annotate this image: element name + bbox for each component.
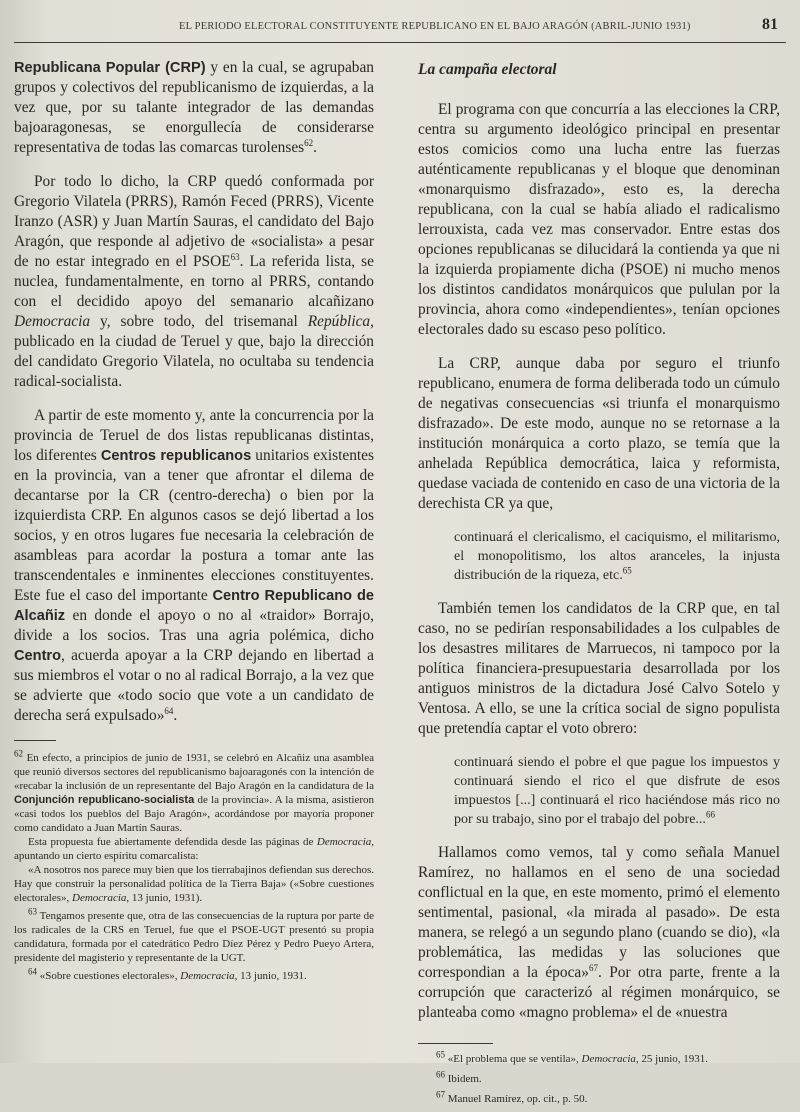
- footnote-64: [14, 966, 374, 983]
- footnote-number: 65: [436, 1049, 445, 1060]
- bold-term: Centro Republicano de Alcañiz: [14, 588, 375, 624]
- text: «El problema que se ventila»,: [447, 1053, 582, 1065]
- text: «Sobre cuestiones electorales»,: [39, 970, 181, 982]
- text: y en la cual, se agrupaban grupos y colectivos del republicanismo de izquierdas, a la vez que, por su talante integrador de las demandas bajoaragonesas, se enorgullecía de considerarse representativa de todas las comarcas turolenses: [14, 59, 374, 156]
- footnote-ref: 62: [304, 137, 314, 148]
- block-quote: [418, 528, 780, 585]
- text: Tengamos presente que, otra de las consecuencias de la ruptura por parte de los radicales de la CRS en Teruel, fue que el PSOE-UGT presentó su propia candidatura, formada por el catedrático Pedro Díez Pérez y Pedro Pueyo Artera, presidente del magisterio y representante de la UGT.: [14, 910, 375, 964]
- text: En efecto, a principios de junio de 1931, se celebró en Alcañiz una asamblea que reunió diversos sectores del republicanismo bajoaragonés con la intención de «recabar la inclusión de un representante del Bajo Aragón en la candidatura de la: [14, 752, 374, 792]
- text: Ibidem.: [447, 1073, 482, 1085]
- footnote-67: [436, 1089, 780, 1106]
- paragraph: También temen los candidatos de la CRP que, en tal caso, no se pedirían responsabilidades a los culpables de los desastres militares de Marruecos, ni tampoco por la política financiera-presupuestaria desarrollada por los antiguos ministros de la dictadura José Calvo Sotelo y Ventosa. A ello, se une la crítica social de signo populista que pretendía captar el voto obrero:: [418, 600, 780, 737]
- bold-term: Centro: [14, 648, 62, 664]
- text: Por todo lo dicho, la CRP quedó conformada por Gregorio Vilatela (PRRS), Ramón Feced (PRRS), Vicente Iranzo (ASR) y Juan Martín Sauras, el candidato del Bajo Aragón, que responde al adjetivo de «socialista» a pesar de no estar integrado en el PSOE: [14, 173, 374, 270]
- italic-title: Democracia: [72, 892, 127, 904]
- footnote-ref: 67: [588, 962, 598, 973]
- text: , apuntando un cierto espíritu comarcalista:: [14, 836, 374, 862]
- text: Manuel Ramírez, op. cit., p. 50.: [447, 1093, 588, 1105]
- paragraph: [14, 406, 374, 726]
- footnote-ref: 65: [622, 565, 632, 576]
- italic-title: Democracia: [180, 970, 235, 982]
- text: , acuerda apoyar a la CRP dejando en libertad a sus miembros el votar o no al radical Borrajo, a la vez que se advierte que «todo socio que vote a un candidato de derecha será expulsado»: [14, 647, 374, 724]
- text: unitarios existentes en la provincia, van a tener que afrontar el dilema de decantarse por la CR (centro-derecha) o bien por la izquierdista CRP. En algunos casos se dejó libertad a los socios, y en otros lugares fue necesaria la celebración de asambleas para acordar la postura a tomar ante las transcendentales e inminentes elecciones constituyentes. Este fue el caso del importante: [14, 447, 374, 604]
- paragraph: La CRP, aunque daba por seguro el triunfo republicano, enumera de forma deliberada todo un cúmulo de negativas consecuencias «si triunfa el monarquismo disfrazado». De este modo, aunque no se retornase a la institución monárquica a corto plazo, se temía que la anhelada República democrática, laica y reformista, quedase vaciada de contenido en caso de una victoria de la derechista CR ya que,: [418, 355, 780, 512]
- text: , 13 junio, 1931.: [234, 970, 307, 982]
- bold-term: Conjunción republicano-socialista: [14, 794, 195, 806]
- footnote-number: 63: [28, 906, 37, 917]
- paragraph: [418, 843, 780, 1023]
- text: . La referida lista, se nuclea, fundamentalmente, en torno al PRRS, contando con el decidido apoyo del semanario alcañizano: [14, 253, 374, 310]
- footnote-ref: 66: [705, 809, 715, 820]
- page-header: [14, 14, 786, 43]
- paragraph: [14, 172, 374, 392]
- footnote-number: 67: [436, 1089, 445, 1100]
- running-title: EL PERIODO ELECTORAL CONSTITUYENTE REPUBLICANO EN EL BAJO ARAGÓN (ABRIL-JUNIO 1931): [179, 21, 691, 32]
- footnote-divider: [418, 1043, 493, 1044]
- footnote-ref: 63: [230, 251, 240, 262]
- text: en donde el apoyo o no al «traidor» Borrajo, divide a los socios. Tras una agria polémica, dicho: [14, 607, 374, 644]
- left-column: [14, 58, 374, 987]
- italic-title: República: [307, 313, 371, 330]
- text: de la provincia». A la misma, asistieron «casi todos los pueblos del Bajo Aragón», acordándose por mayoría proponer como candidato a Juan Martín Sauras.: [14, 794, 374, 834]
- footnote-divider: [14, 740, 56, 741]
- italic-title: Democracia: [14, 313, 91, 330]
- footnote-62: [14, 748, 374, 905]
- text: «A nosotros nos parece muy bien que los tierrabajinos defiendan sus derechos. Hay que construir la personalidad política de la Tierra Baja» («Sobre cuestiones electorales»,: [14, 864, 374, 904]
- italic-title: Democracia: [316, 836, 372, 848]
- footnote-66: [436, 1069, 780, 1086]
- text: Hallamos como vemos, tal y como señala Manuel Ramírez, no hallamos en el seno de una sociedad conflictual en la que, en este momento, primó el elemento sentimental, pasional, «la mirada al pasado». De esta manera, se relegó a un segundo plano (cuando se dio), «la problemática, las medidas y las soluciones que correspondian a la época»: [418, 844, 780, 981]
- text: , 13 junio, 1931).: [126, 892, 203, 904]
- page-number: 81: [762, 16, 778, 33]
- section-title: La campaña electoral: [418, 61, 557, 78]
- footnote-number: 66: [436, 1069, 445, 1080]
- text: , 25 junio, 1931.: [635, 1053, 709, 1065]
- footnote-65: [436, 1049, 780, 1066]
- footnote-ref: 64: [164, 705, 174, 716]
- text: A partir de este momento y, ante la concurrencia por la provincia de Teruel de dos listas republicanas distintas, los diferentes: [14, 407, 374, 464]
- paragraph: [14, 58, 374, 158]
- footnote-63: [14, 906, 375, 965]
- bold-term: Republicana Popular (CRP): [14, 60, 206, 76]
- text: continuará siendo el pobre el que pague los impuestos y continuará siendo el rico el que disfrute de esos impuestos [...] continuará el rico haciéndose más rico no por su trabajo, sino por el trabajo del pobre...: [454, 755, 780, 827]
- footnote-number: 64: [28, 966, 37, 977]
- text: .: [173, 707, 178, 724]
- text: .: [313, 139, 318, 156]
- block-quote: [418, 753, 780, 829]
- paragraph: El programa con que concurría a las elecciones la CRP, centra su argumento ideológico principal en presentar estos comicios como una lucha entre las fuerzas auténticamente republicanas y el bloque que denominan «monarquismo disfrazado», esto es, la derecha republicana, con la cual se había aliado el radicalismo lerrouxista, cada vez mas conservador. Entre estas dos opciones republicanas se dilucidará la contienda ya que ni la izquierda propiamente dicha (PSOE) ni mucho menos los distintos candidatos monárquicos que pululan por la provincia, ahora como «independientes», tenían opciones electorales dado su escaso peso político.: [418, 101, 780, 338]
- text: . Por otra parte, frente a la corrupción que caracterizó al régimen monárquico, se planteaba como «magno problema» el de «nuestra: [418, 964, 780, 1021]
- footnote-number: 62: [14, 748, 23, 759]
- right-column: [418, 58, 780, 1112]
- italic-title: Democracia: [581, 1053, 636, 1065]
- text: continuará el clericalismo, el caciquismo, el militarismo, el monopolitismo, los altos aranceles, la injusta distribución de la riqueza, etc.: [454, 530, 780, 583]
- text: y, sobre todo, del trisemanal: [90, 313, 308, 330]
- bold-term: Centros republicanos: [100, 448, 252, 464]
- text: Esta propuesta fue abiertamente defendida desde las páginas de: [28, 836, 317, 848]
- text: , publicado en la ciudad de Teruel y que, bajo la dirección del candidato Gregorio Vilatela, no ocultaba su tendencia radical-socialista.: [14, 313, 374, 390]
